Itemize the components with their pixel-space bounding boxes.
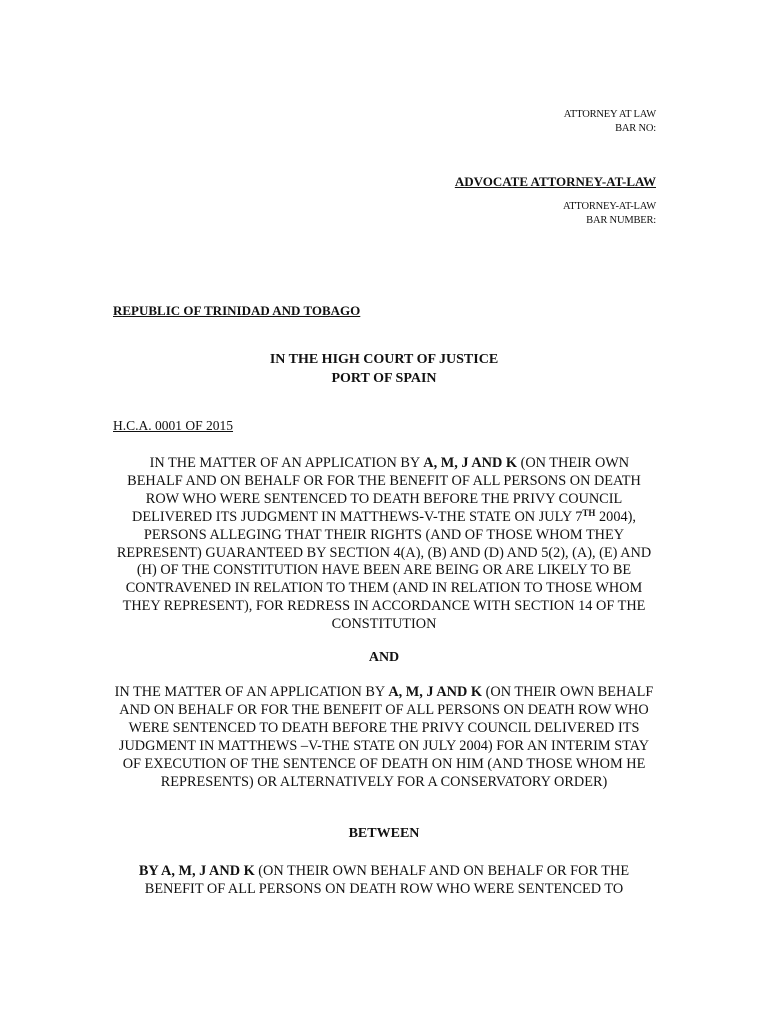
and-separator: AND — [368, 650, 400, 665]
bar-no-label: BAR NO: — [615, 123, 656, 134]
attorney-at-law-label-2: ATTORNEY-AT-LAW — [563, 201, 656, 212]
attorney-at-law-label: ATTORNEY AT LAW — [563, 109, 656, 120]
matter-lead: IN THE MATTER OF AN APPLICATION BY — [149, 455, 420, 471]
between-separator: BETWEEN — [348, 826, 420, 841]
parties-paragraph — [113, 863, 655, 899]
matter-parties: A, M, J AND K — [423, 455, 517, 471]
court-location: PORT OF SPAIN — [331, 371, 437, 386]
matter-paragraph-1 — [113, 455, 655, 634]
matter-text-b: 2004), PERSONS ALLEGING THAT THEIR RIGHTS (AND OF THOSE WHOM THEY REPRESENT) GUARANTEED BY SECTION 4(A), (B) AND (D) AND 5(2), (A), (E) AND (H) OF THE CONSTITUTION HAVE BEEN ARE BEING OR ARE LIKELY TO BE CONTRAVENED IN RELATION TO THEM (AND IN RELATION TO THOSE WHOM THEY REPRESENT), FOR REDRESS IN ACCORDANCE WITH SECTION 14 OF THE CONSTITUTION — [116, 508, 652, 633]
republic-heading: REPUBLIC OF TRINIDAD AND TOBAGO — [113, 303, 361, 318]
advocate-heading: ADVOCATE ATTORNEY-AT-LAW — [454, 174, 656, 189]
bar-number-label: BAR NUMBER: — [586, 215, 656, 226]
matter-text-2: (ON THEIR OWN BEHALF AND ON BEHALF OR FOR THE BENEFIT OF ALL PERSONS ON DEATH ROW WHO WERE SENTENCED TO DEATH BEFORE THE PRIVY COUNCIL DELIVERED ITS JUDGMENT IN MATTHEWS –V-THE STATE ON JULY 2004) FOR AN INTERIM STAY OF EXECUTION OF THE SENTENCE OF DEATH ON HIM (AND THOSE WHOM HE REPRESENTS) OR ALTERNATIVELY FOR A CONSERVATORY ORDER) — [118, 684, 654, 790]
matter-lead-2: IN THE MATTER OF AN APPLICATION BY — [114, 684, 385, 700]
parties-text: (ON THEIR OWN BEHALF AND ON BEHALF OR FOR THE BENEFIT OF ALL PERSONS ON DEATH ROW WHO WERE SENTENCED TO — [144, 863, 630, 897]
ordinal-superscript: TH — [582, 507, 596, 518]
matter-parties-2: A, M, J AND K — [388, 684, 483, 700]
attorney-block-2 — [563, 200, 656, 228]
court-name: IN THE HIGH COURT OF JUSTICE — [269, 352, 499, 367]
matter-paragraph-2 — [113, 684, 655, 791]
court-heading — [113, 350, 655, 388]
attorney-block-1 — [564, 108, 656, 136]
parties-lead: BY A, M, J AND K — [138, 863, 255, 879]
matter-text-a: (ON THEIR OWN BEHALF AND ON BEHALF OR FOR THE BENEFIT OF ALL PERSONS ON DEATH ROW WHO WERE SENTENCED TO DEATH BEFORE THE PRIVY COUNCIL DELIVERED ITS JUDGMENT IN MATTHEWS-V-THE STATE ON JULY 7 — [127, 455, 641, 525]
case-number: H.C.A. 0001 OF 2015 — [113, 418, 234, 433]
